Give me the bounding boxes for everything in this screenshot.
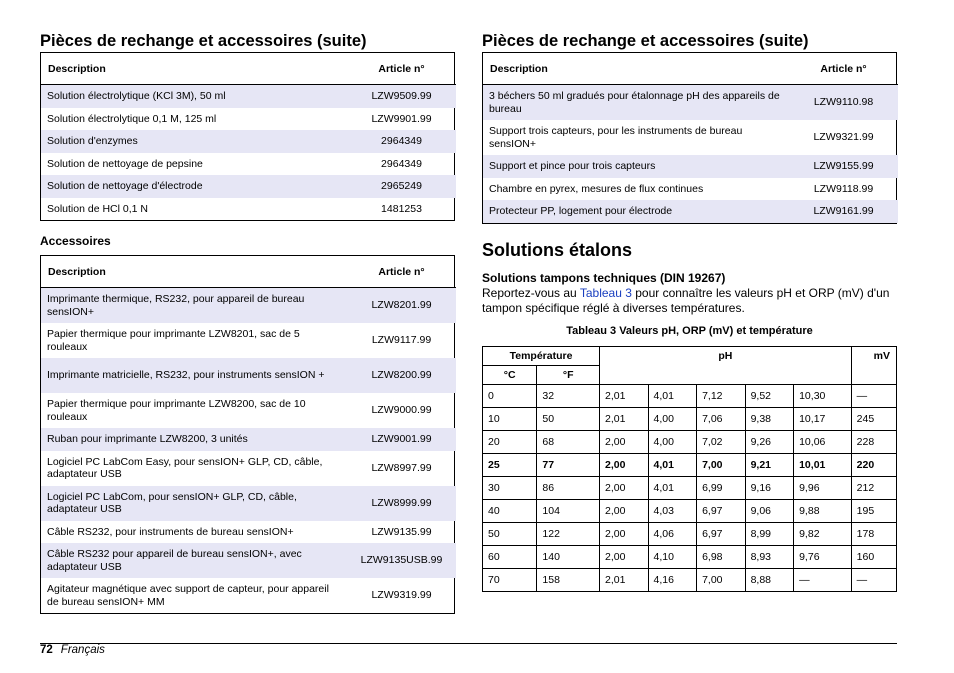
- table-cell: 9,88: [794, 499, 852, 522]
- table-cell: 6,97: [697, 499, 746, 522]
- table-cell: 20: [483, 430, 537, 453]
- table-row: [483, 178, 898, 201]
- ph-orp-temperature-table: [482, 346, 897, 592]
- table-row: [483, 85, 898, 121]
- table-cell: 10: [483, 407, 537, 430]
- table-row: [483, 407, 897, 430]
- right-column: [482, 30, 897, 592]
- row-description: Logiciel PC LabCom Easy, pour sensION+ GLP, CD, câble, adaptateur USB: [47, 455, 323, 480]
- table-cell: 4,00: [648, 430, 697, 453]
- table-cell: 6,97: [697, 522, 746, 545]
- table-row: [483, 430, 897, 453]
- table-cell: 7,00: [697, 453, 746, 476]
- table-cell: 6,98: [697, 545, 746, 568]
- row-article-number: 1481253: [381, 202, 422, 215]
- table-row: [41, 153, 456, 176]
- row-article-number: LZW8201.99: [347, 288, 456, 324]
- table-header-row: [41, 256, 456, 288]
- row-article-number: LZW9110.98: [789, 85, 898, 121]
- header-celsius: °C: [483, 365, 537, 384]
- table-row: [41, 578, 456, 613]
- table-cell: 2,01: [600, 407, 649, 430]
- table-row: [483, 155, 898, 178]
- table-header-row: [483, 346, 897, 365]
- table-cell: 25: [483, 453, 537, 476]
- table-row: [41, 358, 456, 393]
- row-description: 3 béchers 50 ml gradués pour étalonnage pH des appareils de bureau: [483, 85, 789, 121]
- table-body: [483, 384, 897, 591]
- table-cell: 86: [537, 476, 600, 499]
- table-reference-link[interactable]: Tableau 3: [579, 285, 632, 300]
- table-cell: 7,12: [697, 384, 746, 407]
- row-article-number: 2965249: [347, 175, 456, 198]
- table-row: [41, 108, 456, 131]
- row-article-number: LZW9319.99: [371, 589, 432, 602]
- row-description: Solution électrolytique (KCl 3M), 50 ml: [41, 85, 347, 108]
- table-row: [41, 543, 456, 578]
- table-cell: 7,02: [697, 430, 746, 453]
- row-description: Support et pince pour trois capteurs: [483, 155, 789, 178]
- table-row: [41, 323, 456, 358]
- row-article-number: LZW9509.99: [347, 85, 456, 108]
- paragraph-text: Reportez-vous au: [482, 285, 580, 300]
- table-cell: 160: [851, 545, 896, 568]
- row-description: Agitateur magnétique avec support de capteur, pour appareil de bureau sensION+ MM: [47, 583, 329, 608]
- table-cell: 70: [483, 568, 537, 591]
- column-header-article: Article n°: [347, 53, 456, 85]
- table-cell: 2,00: [600, 499, 649, 522]
- table-cell: 10,30: [794, 384, 852, 407]
- table-cell: 212: [851, 476, 896, 499]
- row-article-number: LZW8200.99: [347, 358, 456, 393]
- spare-parts-table-continued: [483, 53, 898, 223]
- table-row: [41, 130, 456, 153]
- table-cell: 122: [537, 522, 600, 545]
- row-description: Solution de nettoyage de pepsine: [47, 157, 203, 170]
- table-cell: 2,00: [600, 476, 649, 499]
- table-cell: 4,16: [648, 568, 697, 591]
- table-cell: 8,93: [745, 545, 794, 568]
- table-cell: 158: [537, 568, 600, 591]
- section-title: Pièces de rechange et accessoires (suite): [40, 32, 367, 50]
- table-cell: 4,01: [648, 476, 697, 499]
- row-description: Câble RS232, pour instruments de bureau sensION+: [47, 525, 294, 538]
- solutions-title: Solutions étalons: [482, 239, 633, 260]
- row-article-number: LZW9117.99: [371, 334, 432, 347]
- row-article-number: LZW9001.99: [347, 428, 456, 451]
- table-cell: 9,52: [745, 384, 794, 407]
- row-description: Support trois capteurs, pour les instruments de bureau sensION+: [489, 125, 743, 150]
- table-row: [41, 85, 456, 108]
- table-body: [41, 85, 456, 221]
- page-number: 72: [40, 644, 53, 656]
- header-ph: pH: [600, 346, 852, 384]
- row-description: Papier thermique pour imprimante LZW8200, sac de 10 rouleaux: [47, 398, 306, 423]
- table-cell: 9,38: [745, 407, 794, 430]
- table-cell: 2,00: [600, 522, 649, 545]
- table-row: [483, 384, 897, 407]
- table-cell: —: [851, 568, 896, 591]
- row-description: Imprimante thermique, RS232, pour appareil de bureau sensION+: [41, 288, 347, 324]
- table-cell: 140: [537, 545, 600, 568]
- column-header-description: Description: [483, 53, 789, 85]
- table-cell: 4,01: [648, 384, 697, 407]
- table-cell: 0: [483, 384, 537, 407]
- table-cell: 4,03: [648, 499, 697, 522]
- table-cell: 68: [537, 430, 600, 453]
- table-row: [41, 288, 456, 324]
- page-footer: [40, 643, 105, 657]
- table-cell: 9,21: [745, 453, 794, 476]
- footer-divider: [40, 643, 897, 644]
- table-row: [483, 499, 897, 522]
- table-cell: 10,01: [794, 453, 852, 476]
- row-description: Solution électrolytique 0,1 M, 125 ml: [47, 112, 217, 125]
- row-description: Solution de HCl 0,1 N: [47, 202, 148, 215]
- row-description: Ruban pour imprimante LZW8200, 3 unités: [41, 428, 347, 451]
- section-title: Pièces de rechange et accessoires (suite): [482, 32, 809, 50]
- row-article-number: LZW9118.99: [813, 182, 874, 195]
- row-description: Solution de nettoyage d'électrode: [41, 175, 347, 198]
- header-mv: mV: [851, 346, 896, 384]
- table-cell: 9,16: [745, 476, 794, 499]
- table-cell: 2,01: [600, 384, 649, 407]
- table-cell: 7,00: [697, 568, 746, 591]
- row-description: Imprimante matricielle, RS232, pour instruments sensION +: [41, 358, 347, 393]
- table-cell: 4,06: [648, 522, 697, 545]
- row-article-number: LZW9155.99: [789, 155, 898, 178]
- table-cell: 228: [851, 430, 896, 453]
- spare-parts-table: [41, 53, 456, 220]
- table-cell: 2,00: [600, 545, 649, 568]
- row-description: Papier thermique pour imprimante LZW8201, sac de 5 rouleaux: [47, 328, 300, 353]
- accessories-heading: Accessoires: [40, 234, 111, 248]
- row-article-number: LZW8997.99: [371, 461, 432, 474]
- row-article-number: LZW9161.99: [789, 200, 898, 223]
- table-cell: —: [851, 384, 896, 407]
- table-header-row: [483, 53, 898, 85]
- table-row: [483, 522, 897, 545]
- intro-paragraph: [482, 286, 897, 316]
- table-cell: 220: [851, 453, 896, 476]
- table-body: [483, 85, 898, 223]
- table-cell: 4,10: [648, 545, 697, 568]
- table-row: [41, 393, 456, 428]
- table-cell: 6,99: [697, 476, 746, 499]
- row-description: Solution d'enzymes: [41, 130, 347, 153]
- table-row: [41, 521, 456, 544]
- table-cell: 32: [537, 384, 600, 407]
- table-cell: 178: [851, 522, 896, 545]
- table-row: [41, 486, 456, 521]
- table-cell: 195: [851, 499, 896, 522]
- parts-table-wrapper: [482, 52, 897, 224]
- accessories-table: [41, 256, 456, 613]
- row-article-number: LZW9135USB.99: [347, 543, 456, 578]
- table-cell: 2,00: [600, 453, 649, 476]
- table-cell: 4,00: [648, 407, 697, 430]
- row-article-number: LZW9901.99: [371, 112, 432, 125]
- row-article-number: 2964349: [347, 130, 456, 153]
- table-cell: 9,06: [745, 499, 794, 522]
- table-cell: 77: [537, 453, 600, 476]
- table-body: [41, 288, 456, 614]
- left-column: [40, 30, 455, 614]
- parts-table-wrapper: [40, 52, 455, 221]
- table-cell: 9,82: [794, 522, 852, 545]
- row-description: Câble RS232 pour appareil de bureau sensION+, avec adaptateur USB: [41, 543, 347, 578]
- row-description: Protecteur PP, logement pour électrode: [483, 200, 789, 223]
- header-temperature: Température: [483, 346, 600, 365]
- table-cell: 9,26: [745, 430, 794, 453]
- table-row: [483, 453, 897, 476]
- table-row: [41, 198, 456, 221]
- table-row: [41, 428, 456, 451]
- table-cell: 10,06: [794, 430, 852, 453]
- row-article-number: LZW8999.99: [347, 486, 456, 521]
- table-cell: 10,17: [794, 407, 852, 430]
- table-cell: 9,76: [794, 545, 852, 568]
- table-cell: 104: [537, 499, 600, 522]
- table-cell: 30: [483, 476, 537, 499]
- table-row: [483, 120, 898, 155]
- row-description: Logiciel PC LabCom, pour sensION+ GLP, CD, câble, adaptateur USB: [41, 486, 347, 521]
- table-cell: 2,00: [600, 430, 649, 453]
- column-header-article: Article n°: [789, 53, 898, 85]
- table-cell: 245: [851, 407, 896, 430]
- table-cell: 9,96: [794, 476, 852, 499]
- table-cell: 8,99: [745, 522, 794, 545]
- column-header-description: Description: [41, 256, 347, 288]
- row-article-number: 2964349: [381, 157, 422, 170]
- table-row: [41, 451, 456, 486]
- table-row: [483, 568, 897, 591]
- row-article-number: LZW9321.99: [813, 131, 874, 144]
- table-row: [483, 476, 897, 499]
- table-cell: 4,01: [648, 453, 697, 476]
- table-cell: 50: [537, 407, 600, 430]
- table-cell: 7,06: [697, 407, 746, 430]
- row-article-number: LZW9000.99: [371, 404, 432, 417]
- table-row: [483, 545, 897, 568]
- table-row: [483, 200, 898, 223]
- column-header-description: Description: [41, 53, 347, 85]
- table-caption: Tableau 3 Valeurs pH, ORP (mV) et température: [566, 324, 813, 337]
- table-cell: 60: [483, 545, 537, 568]
- table-cell: 50: [483, 522, 537, 545]
- accessories-table-wrapper: [40, 255, 455, 614]
- column-header-article: Article n°: [347, 256, 456, 288]
- footer-language: Français: [60, 644, 105, 656]
- table-cell: 40: [483, 499, 537, 522]
- row-description: Chambre en pyrex, mesures de flux continues: [489, 182, 704, 195]
- table-row: [41, 175, 456, 198]
- buffers-heading: Solutions tampons techniques (DIN 19267): [482, 270, 726, 285]
- table-cell: 2,01: [600, 568, 649, 591]
- paragraph-text: pour connaître les valeurs pH et ORP (mV) d'un tampon spécifique réglé à diverses températures.: [482, 285, 890, 315]
- table-header-row: [41, 53, 456, 85]
- row-article-number: LZW9135.99: [371, 525, 432, 538]
- table-cell: 8,88: [745, 568, 794, 591]
- table-cell: —: [794, 568, 852, 591]
- header-fahrenheit: °F: [537, 365, 600, 384]
